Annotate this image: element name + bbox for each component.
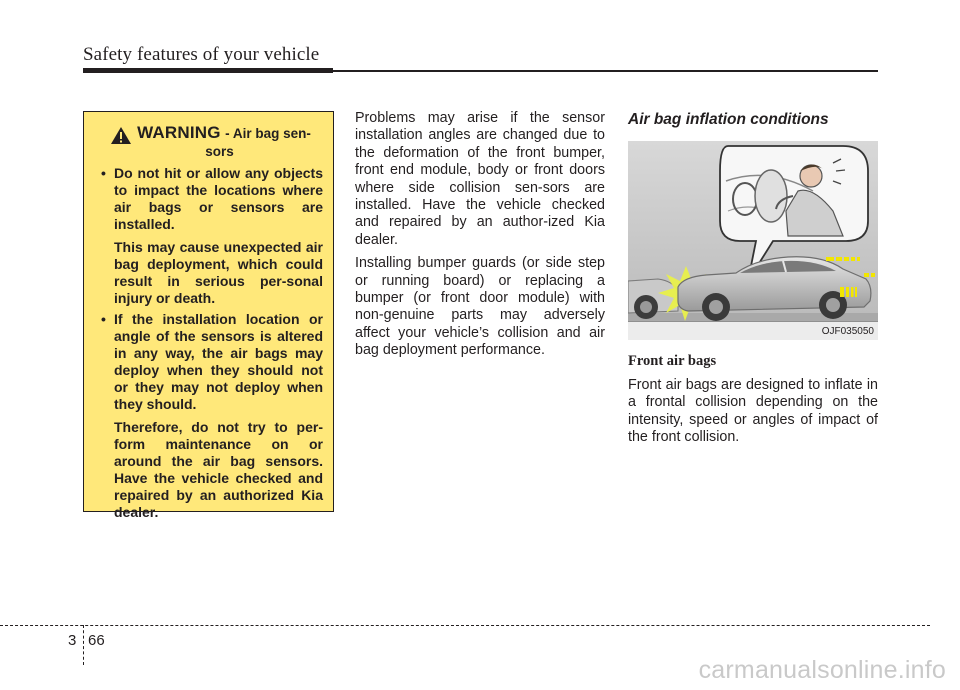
warning-header	[98, 124, 323, 145]
warning-item	[102, 311, 323, 521]
bullet: •	[101, 311, 106, 327]
warning-list	[102, 165, 323, 521]
header-rule-thin	[333, 70, 878, 72]
warning-item-text: This may cause unexpected air bag deployment, which could result in serious per-sonal injury or death.	[114, 239, 323, 306]
section-heading: Air bag inflation conditions	[628, 111, 829, 128]
warning-triangle-icon	[110, 126, 132, 145]
bullet: •	[101, 165, 106, 181]
warning-item-text: If the installation location or angle of the sensors is altered in any way, the air bags may deploy when they should not or they may not deploy when they should.	[114, 311, 323, 412]
front-air-bags-paragraph: Front air bags are designed to inflate in a frontal collision depending on the intensity, speed or angles of impact of the front collision.	[628, 377, 878, 446]
car-collision-image	[628, 141, 878, 340]
front-air-bags-heading: Front air bags	[628, 353, 717, 369]
warning-item-text: Therefore, do not try to per-form maintenance on or around the air bag sensors. Have the vehicle checked and repaired by an authorized Kia dealer.	[114, 419, 323, 520]
body-text-column	[355, 110, 605, 360]
warning-item	[102, 165, 323, 307]
warning-box	[83, 111, 334, 520]
footer-dashed-rule	[0, 625, 930, 626]
illustration-code: OJF035050	[821, 326, 874, 337]
page-header-title: Safety features of your vehicle	[83, 44, 320, 65]
body-paragraph: Problems may arise if the sensor installation angles are changed due to the deformation of the front bumper, front end module, body or front doors where side collision sen-sors are installed. Have the vehicle checked and repaired by an author-ized Kia dealer.	[355, 110, 605, 248]
warning-item-text: Do not hit or allow any objects to impact the locations where air bags or sensors are installed.	[114, 165, 323, 232]
footer-vertical-dashed-rule	[83, 625, 84, 665]
chapter-number: 3	[68, 632, 77, 649]
right-column	[628, 110, 878, 447]
watermark: carmanualsonline.info	[698, 656, 946, 684]
warning-subtitle-line2: sors	[205, 144, 234, 159]
warning-subtitle-line1: - Air bag sen-	[225, 126, 311, 141]
warning-title: WARNING	[137, 123, 221, 142]
header-rule-thick	[83, 68, 333, 73]
body-paragraph: Installing bumper guards (or side step or running board) or replacing a bumper (or front door module) with non-genuine parts may adversely affect your vehicle’s collision and air bag deployment performance.	[355, 255, 605, 359]
collision-illustration	[628, 141, 878, 340]
page-number: 66	[88, 632, 105, 649]
